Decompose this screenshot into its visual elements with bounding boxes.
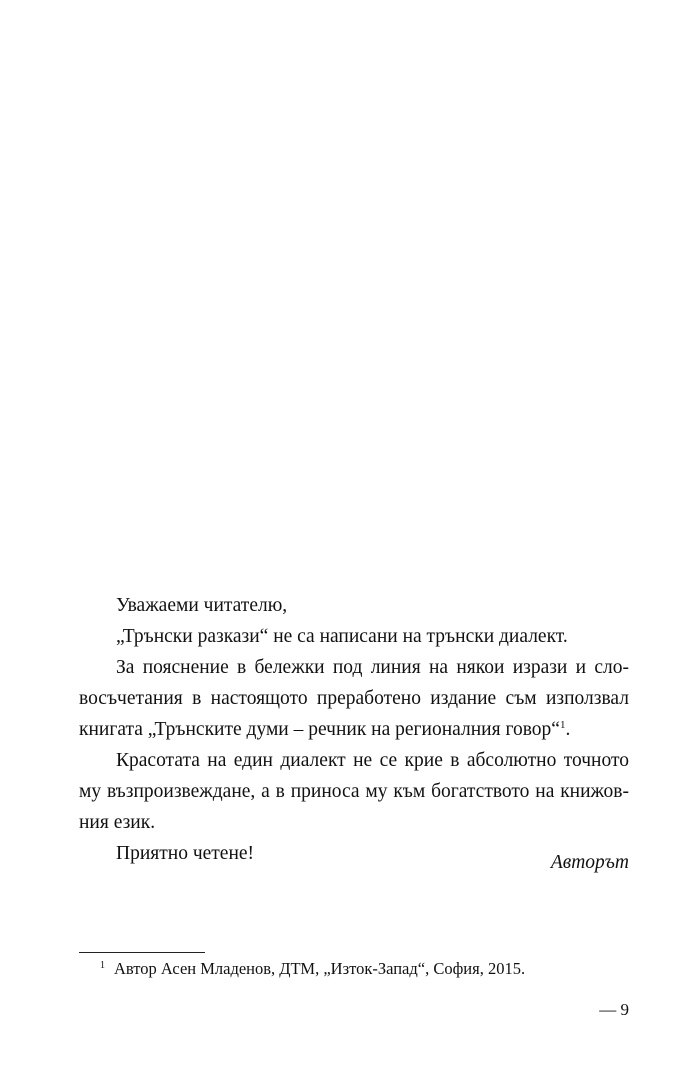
- footnote-text: Автор Асен Младенов, ДТМ, „Изток-Запад“, София, 2015.: [114, 959, 526, 978]
- paragraph-2-end: .: [565, 719, 571, 740]
- paragraph-2: [79, 652, 629, 745]
- paragraph-3-line-2: му възпроизвеждане, а в приноса му към богатството на книжов-: [79, 781, 629, 802]
- author-signature: Авторът: [550, 852, 629, 873]
- paragraph-2-line-3-text: книгата „Трънските думи – речник на регионалния говор“: [79, 719, 560, 740]
- paragraph-3: [79, 745, 629, 838]
- footnote-divider: [79, 952, 205, 953]
- footnote-mark: 1: [100, 960, 105, 971]
- salutation: Уважаеми читателю,: [116, 595, 288, 616]
- paragraph-3-line-1: Красотата на един диалект не се крие в абсолютно точното: [116, 750, 629, 771]
- letter-body: [79, 590, 629, 869]
- page-number: — 9: [599, 1000, 629, 1019]
- paragraph-3-line-3: ния език.: [79, 812, 156, 833]
- paragraph-2-line-1: За пояснение в бележки под линия на някои изрази и сло-: [116, 657, 629, 678]
- paragraph-2-line-3: [42, 714, 629, 745]
- paragraph-1: „Трънски разкази“ не са написани на трънски диалект.: [116, 626, 568, 647]
- footnote: [100, 957, 525, 981]
- closing-line: Приятно четене!: [116, 843, 255, 864]
- paragraph-2-line-2: восъчетания в настоящото преработено издание съм използвал: [79, 688, 629, 709]
- footnote-reference[interactable]: 1: [559, 719, 566, 731]
